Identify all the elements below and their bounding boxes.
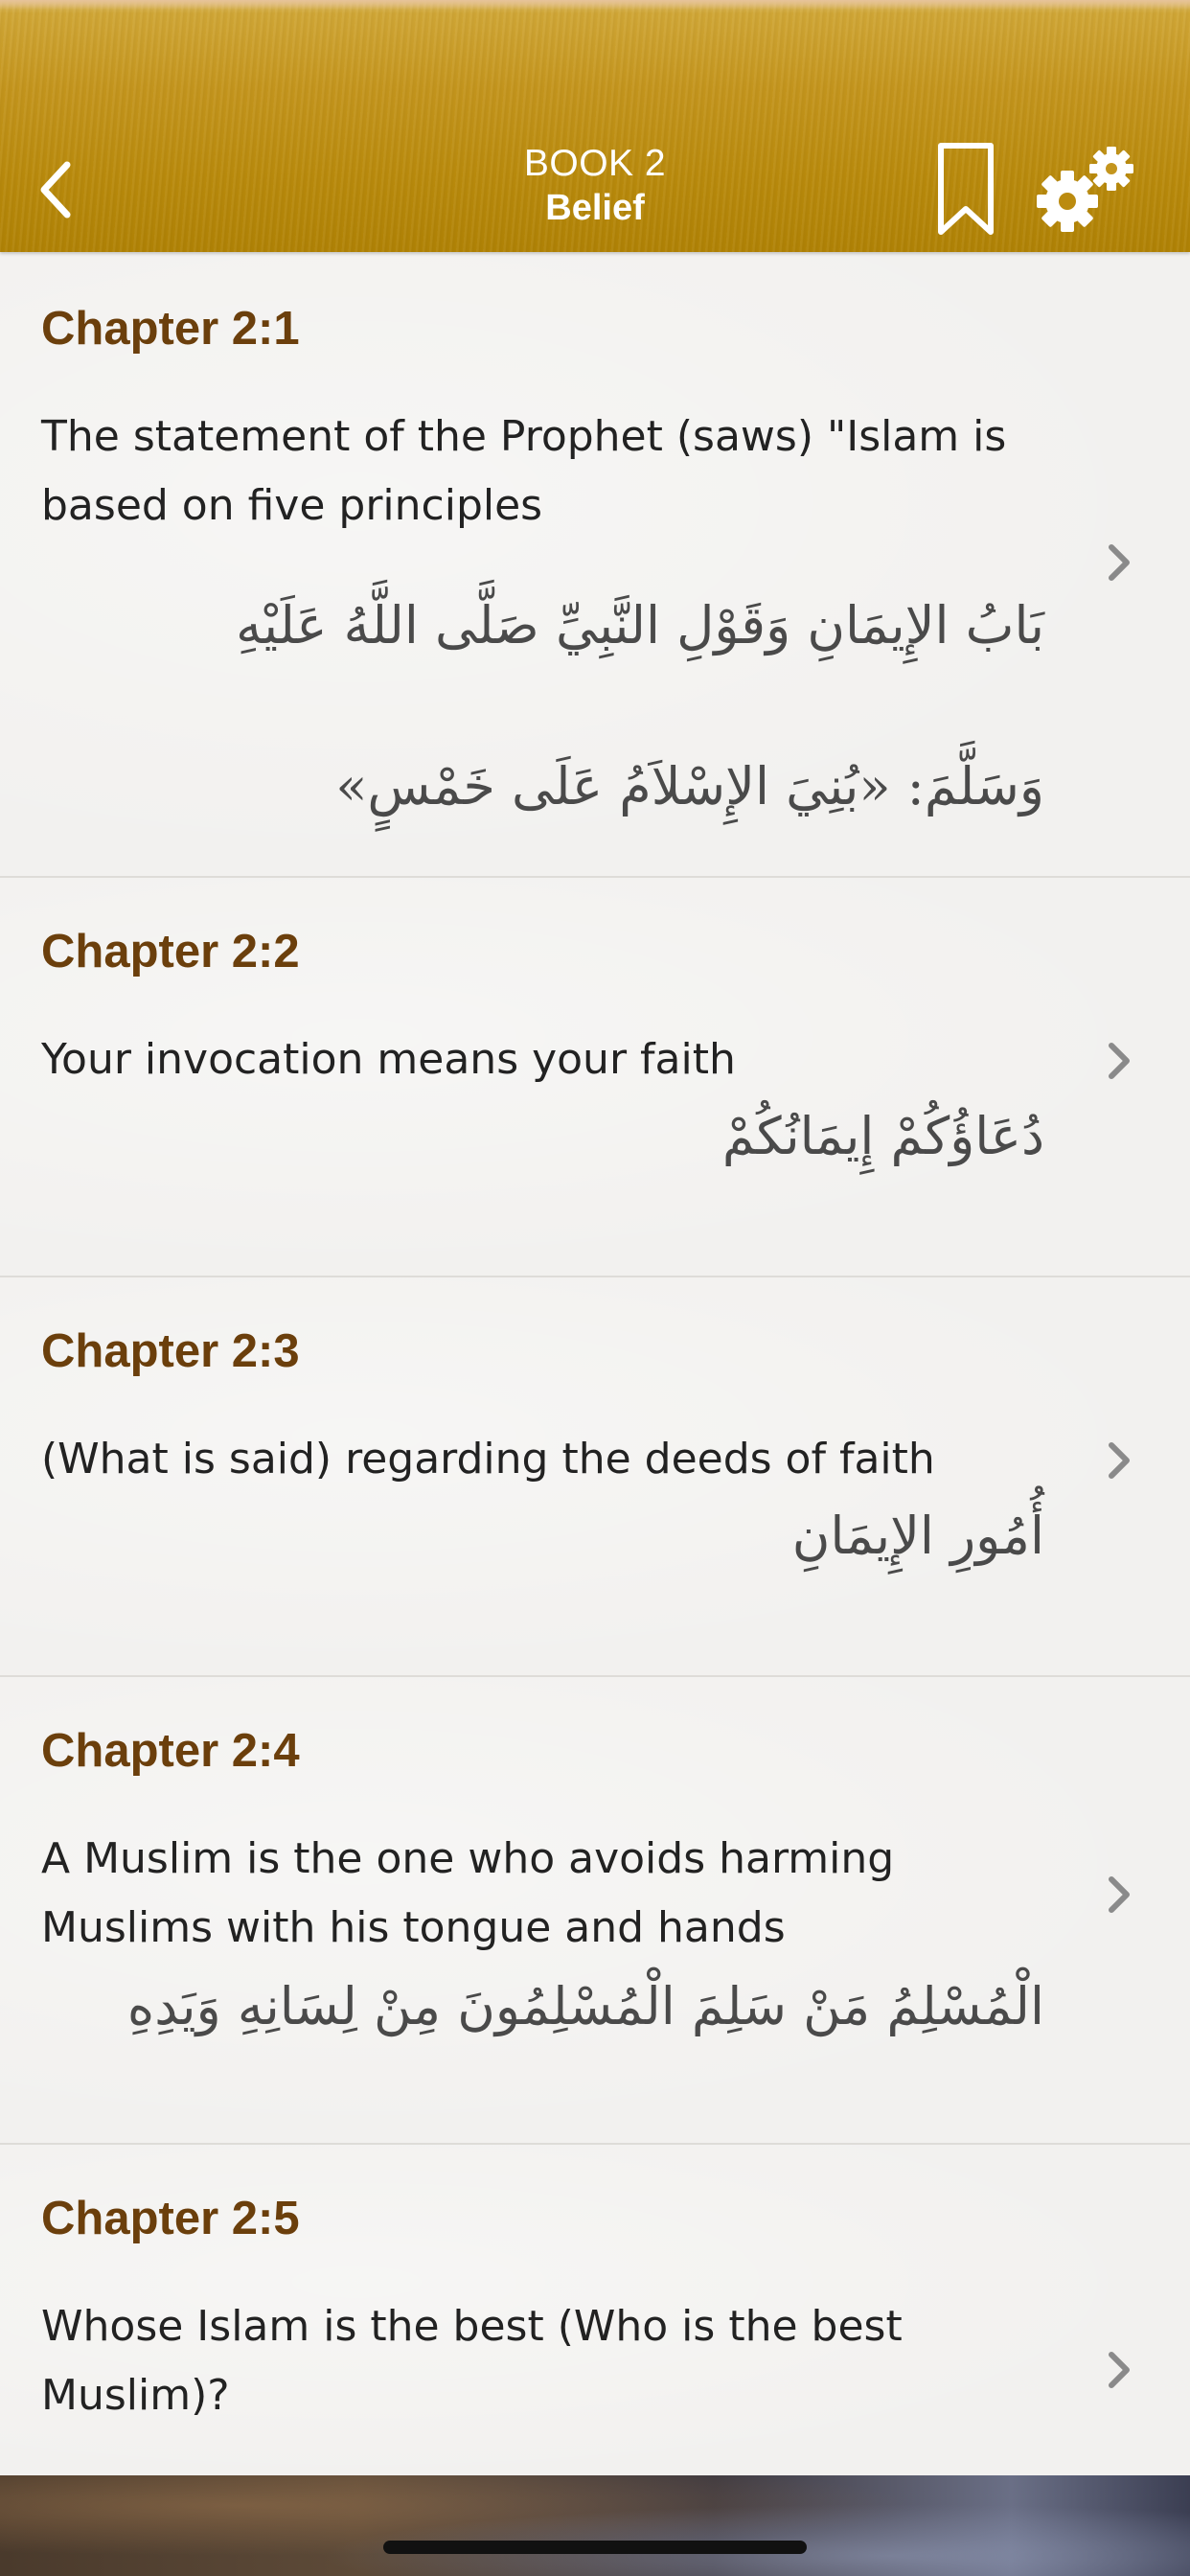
book-title: BOOK 2: [523, 143, 667, 184]
chapter-row-2-3[interactable]: [0, 1277, 1190, 1677]
gears-icon: [1035, 142, 1140, 238]
chevron-right-icon: [1100, 541, 1138, 584]
chapter-label: Chapter 2:5: [41, 2193, 300, 2244]
arabic-line: الْمُسْلِمُ مَنْ سَلِمَ الْمُسْلِمُونَ مِنْ لِسَانِهِ وَيَدِهِ: [126, 1976, 1044, 2036]
chapter-arabic-title: [38, 545, 1044, 867]
english-line: Muslims with his tongue and hands: [41, 1903, 786, 1952]
chapter-row-2-5[interactable]: [0, 2145, 1190, 2490]
arabic-line: أُمُورِ الإِيمَانِ: [791, 1506, 1044, 1566]
english-line: Your invocation means your faith: [41, 1035, 736, 1084]
chapter-arabic-title: [38, 1056, 1044, 1217]
arabic-line: وَسَلَّمَ: «بُنِيَ الإِسْلاَمُ عَلَى خَمْسٍ»: [335, 756, 1044, 816]
chapter-english-title: [41, 402, 1057, 540]
chevron-right-icon: [1100, 1874, 1138, 1916]
settings-button[interactable]: [1035, 142, 1140, 238]
english-line: based on five principles: [41, 481, 543, 530]
chevron-right-icon: [1100, 1439, 1138, 1482]
chapter-label: Chapter 2:3: [41, 1325, 300, 1377]
chapter-row-2-1[interactable]: [0, 252, 1190, 878]
chapter-arabic-title: [38, 1456, 1044, 1617]
chapter-english-title: [41, 2292, 1057, 2430]
english-line: (What is said) regarding the deeds of faith: [41, 1435, 935, 1484]
chevron-left-icon: [36, 159, 75, 220]
bottom-background-strip: [0, 2475, 1190, 2576]
arabic-line: دُعَاؤُكُمْ إِيمَانُكُمْ: [721, 1106, 1044, 1166]
chapter-list: [0, 252, 1190, 2490]
english-line: Whose Islam is the best (Who is the best: [41, 2302, 903, 2351]
english-line: Muslim)?: [41, 2371, 230, 2420]
chevron-right-icon: [1100, 1040, 1138, 1082]
navigation-bar: [0, 0, 1190, 252]
chapter-label: Chapter 2:4: [41, 1725, 300, 1777]
back-button[interactable]: [27, 151, 84, 228]
bookmark-button[interactable]: [935, 142, 996, 238]
chapter-label: Chapter 2:2: [41, 926, 300, 978]
arabic-line: بَابُ الإِيمَانِ وَقَوْلِ النَّبِيِّ صَلَّى اللَّهُ عَلَيْهِ: [236, 595, 1044, 656]
chapter-row-2-4[interactable]: [0, 1677, 1190, 2145]
header-top-edge: [0, 0, 1190, 10]
chapter-label: Chapter 2:1: [41, 303, 300, 355]
chapter-arabic-title: [38, 1926, 1044, 2087]
english-line: The statement of the Prophet (saws) "Islam is: [41, 412, 1007, 461]
chevron-right-icon: [1100, 2349, 1138, 2391]
english-line: A Muslim is the one who avoids harming: [41, 1834, 895, 1883]
home-indicator[interactable]: [383, 2541, 807, 2554]
bookmark-icon: [935, 142, 996, 238]
book-subtitle: Belief: [545, 188, 645, 228]
page-title: [355, 142, 835, 230]
chapter-row-2-2[interactable]: [0, 878, 1190, 1277]
